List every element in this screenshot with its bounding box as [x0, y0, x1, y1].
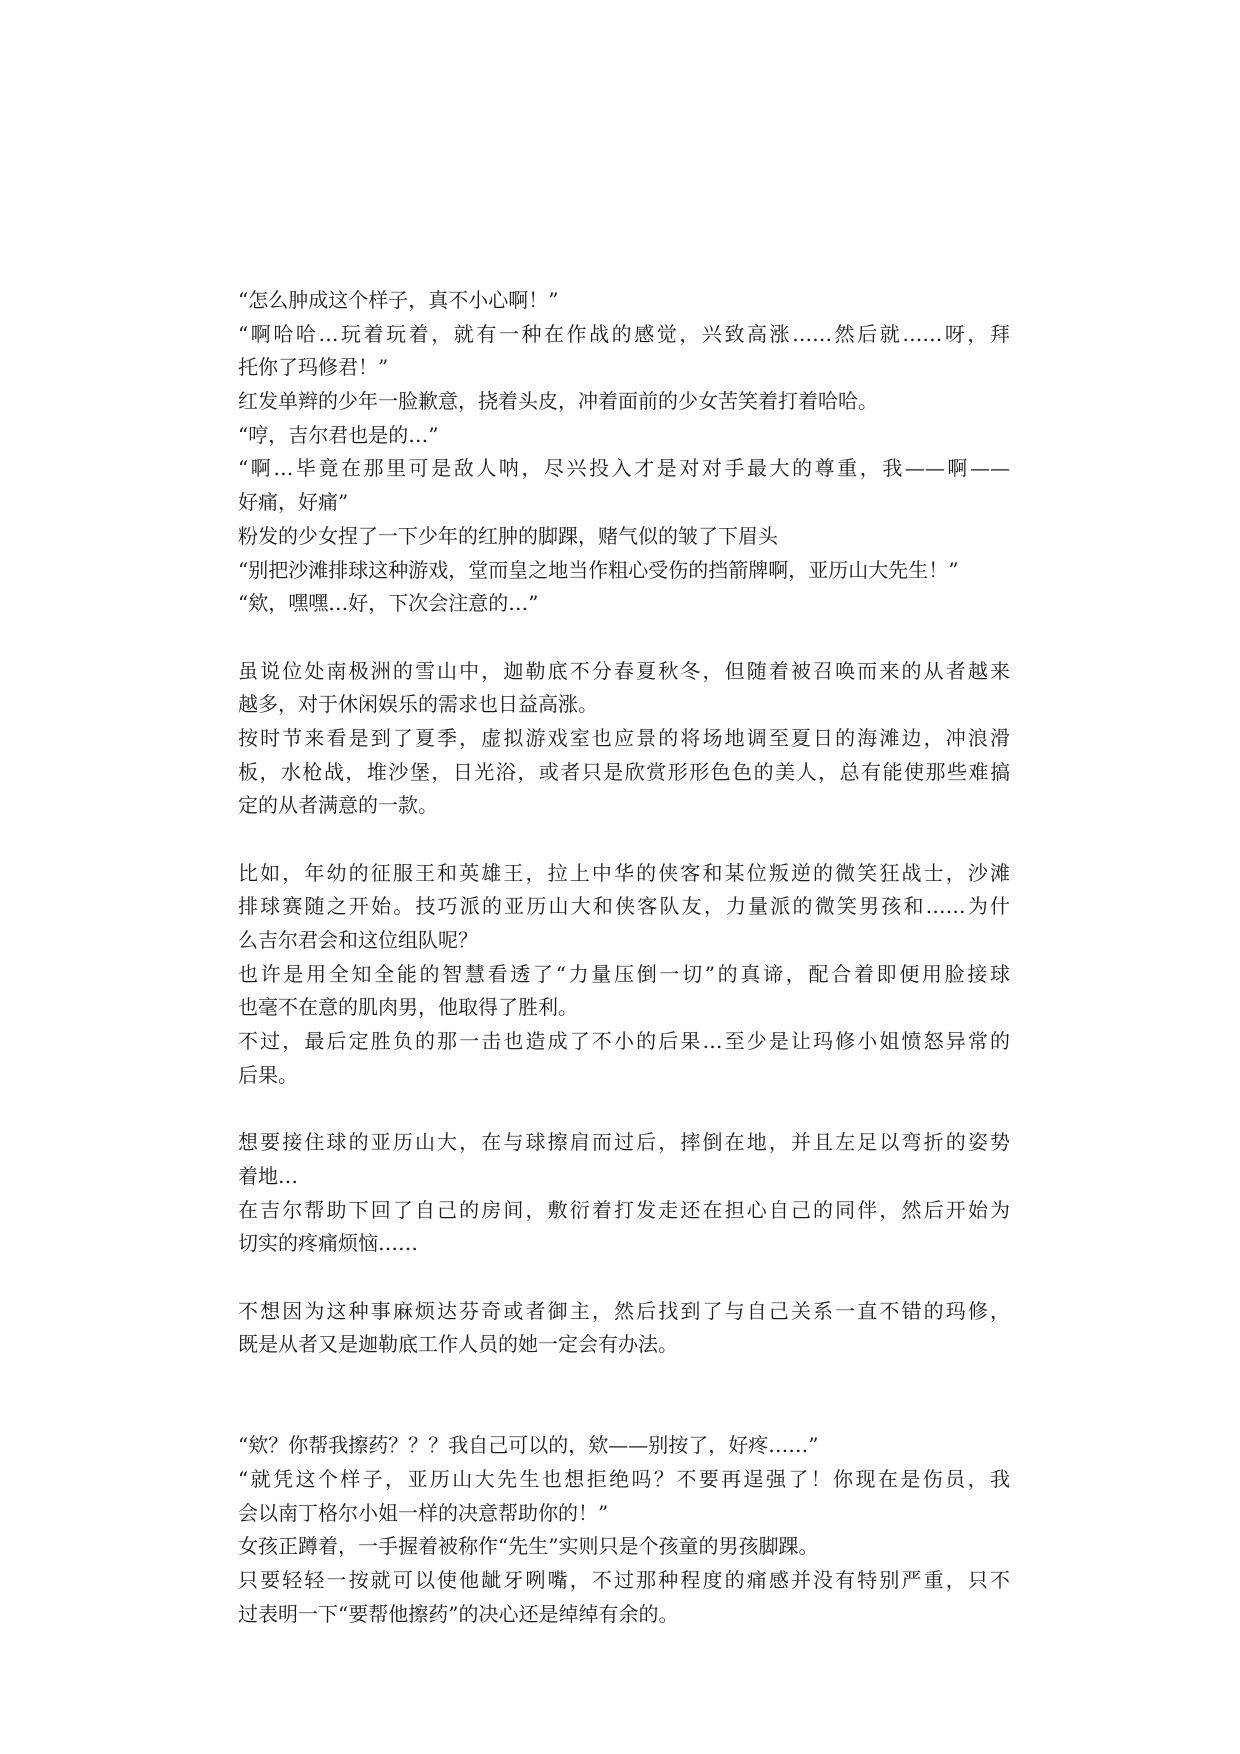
text-line: 只要轻轻一按就可以使他龇牙咧嘴，不过那种程度的痛感并没有特别严重，只不	[238, 1568, 1010, 1593]
text-line: 在吉尔帮助下回了自己的房间，敷衍着打发走还在担心自己的同伴，然后开始为	[238, 1197, 1010, 1222]
text-line: 过表明一下“要帮他擦药”的决心还是绰绰有余的。	[238, 1601, 679, 1626]
text-line: “怎么肿成这个样子，真不小心啊！”	[238, 288, 559, 312]
text-line: 既是从者又是迦勒底工作人员的她一定会有办法。	[238, 1332, 678, 1357]
text-line: 定的从者满意的一款。	[238, 793, 438, 818]
text-line: 按时节来看是到了夏季，虚拟游戏室也应景的将场地调至夏日的海滩边，冲浪滑	[238, 725, 1010, 750]
section-gap	[238, 1362, 1010, 1429]
text-line: 红发单辫的少年一脸歉意，挠着头皮，冲着面前的少女苦笑着打着哈哈。	[238, 389, 878, 414]
text-line: “哼，吉尔君也是的…”	[238, 422, 439, 447]
text-line: 切实的疼痛烦恼……	[238, 1231, 418, 1256]
paragraph-gap	[238, 1261, 1010, 1295]
text-line: 也许是用全知全能的智慧看透了“力量压倒一切”的真谛，配合着即便用脸接球	[238, 961, 1010, 986]
text-line: 想要接住球的亚历山大，在与球擦肩而过后，摔倒在地，并且左足以弯折的姿势	[238, 1130, 1010, 1155]
text-line: “就凭这个样子，亚历山大先生也想拒绝吗？不要再逞强了！你现在是伤员，我	[238, 1467, 1010, 1492]
text-line: 后果。	[238, 1062, 298, 1087]
text-line: 不想因为这种事麻烦达芬奇或者御主，然后找到了与自己关系一直不错的玛修，	[238, 1298, 1010, 1323]
text-line: 不过，最后定胜负的那一击也造成了不小的后果…至少是让玛修小姐愤怒异常的	[238, 1029, 1010, 1054]
text-line: “啊哈哈…玩着玩着，就有一种在作战的感觉，兴致高涨……然后就……呀，拜	[238, 321, 1010, 346]
text-line: “别把沙滩排球这种游戏，堂而皇之地当作粗心受伤的挡箭牌啊，亚历山大先生！”	[238, 557, 959, 582]
text-line: 粉发的少女捏了一下少年的红肿的脚踝，赌气似的皱了下眉头	[238, 523, 778, 548]
text-line: 虽说位处南极洲的雪山中，迦勒底不分春夏秋冬，但随着被召唤而来的从者越来	[238, 658, 1010, 683]
story-text	[238, 284, 1010, 1632]
text-line: 托你了玛修君！”	[238, 355, 389, 380]
text-line: 板，水枪战，堆沙堡，日光浴，或者只是欣赏形形色色的美人，总有能使那些难搞	[238, 759, 1010, 784]
text-line: 会以南丁格尔小姐一样的决意帮助你的！”	[238, 1500, 609, 1525]
paragraph-gap	[238, 823, 1010, 857]
text-line: 好痛，好痛”	[238, 490, 349, 515]
text-line: 越多，对于休闲娱乐的需求也日益高涨。	[238, 692, 598, 717]
text-line: 比如，年幼的征服王和英雄王，拉上中华的侠客和某位叛逆的微笑狂战士，沙滩	[238, 860, 1010, 885]
text-line: 排球赛随之开始。技巧派的亚历山大和侠客队友，力量派的微笑男孩和……为什	[238, 894, 1010, 919]
text-line: 也毫不在意的肌肉男，他取得了胜利。	[238, 995, 578, 1020]
text-line: 么吉尔君会和这位组队呢？	[238, 928, 478, 953]
paragraph-gap	[238, 1093, 1010, 1127]
text-line: “欸，嘿嘿…好，下次会注意的…”	[238, 591, 539, 616]
text-line: “啊…毕竟在那里可是敌人呐，尽兴投入才是对对手最大的尊重，我——啊——	[238, 456, 1010, 481]
paragraph-gap	[238, 621, 1010, 655]
text-line: 女孩正蹲着，一手握着被称作“先生”实则只是个孩童的男孩脚踝。	[238, 1534, 819, 1559]
text-line: “欸？你帮我擦药？？？我自己可以的，欸——别按了，好疼……”	[238, 1433, 819, 1458]
text-line: 着地…	[238, 1163, 298, 1188]
